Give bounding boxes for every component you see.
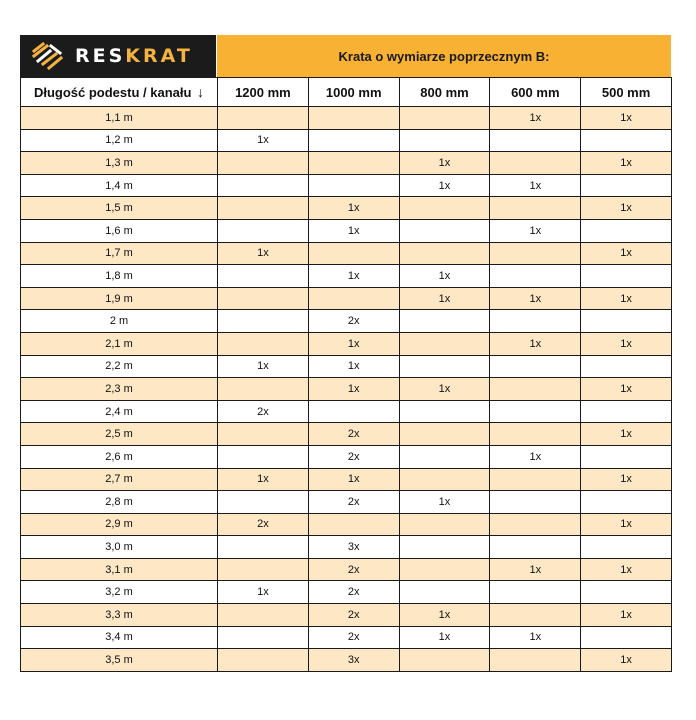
quantity-cell: 1x [308, 378, 399, 401]
quantity-cell [399, 423, 490, 446]
quantity-cell: 2x [308, 581, 399, 604]
length-cell: 3,2 m [21, 581, 218, 604]
quantity-cell [490, 152, 581, 175]
quantity-cell [218, 310, 309, 333]
quantity-cell [218, 265, 309, 288]
quantity-cell [218, 152, 309, 175]
table-row [21, 468, 672, 491]
quantity-cell [399, 536, 490, 559]
quantity-cell: 1x [581, 197, 672, 220]
quantity-cell [490, 310, 581, 333]
quantity-cell: 1x [581, 649, 672, 672]
table-row [21, 581, 672, 604]
quantity-cell [399, 468, 490, 491]
quantity-cell [581, 310, 672, 333]
quantity-cell: 1x [399, 287, 490, 310]
brand-name-part2: KRAT [125, 45, 193, 67]
quantity-cell: 3x [308, 536, 399, 559]
quantity-cell [490, 242, 581, 265]
arrow-down-icon: ↓ [197, 83, 205, 100]
column-header-1200: 1200 mm [218, 78, 309, 107]
table-row [21, 265, 672, 288]
quantity-cell [218, 378, 309, 401]
length-cell: 2,9 m [21, 513, 218, 536]
quantity-cell: 1x [399, 626, 490, 649]
length-cell: 3,1 m [21, 558, 218, 581]
quantity-cell [218, 536, 309, 559]
quantity-cell: 1x [308, 468, 399, 491]
quantity-cell [218, 219, 309, 242]
quantity-cell: 2x [218, 513, 309, 536]
table-body [21, 107, 672, 672]
quantity-cell [399, 581, 490, 604]
quantity-cell: 2x [308, 491, 399, 514]
quantity-cell: 1x [581, 423, 672, 446]
length-cell: 1,9 m [21, 287, 218, 310]
length-cell: 1,7 m [21, 242, 218, 265]
quantity-cell [308, 152, 399, 175]
quantity-cell: 2x [308, 445, 399, 468]
quantity-cell [399, 445, 490, 468]
quantity-cell [308, 400, 399, 423]
quantity-cell: 1x [399, 378, 490, 401]
quantity-cell [490, 536, 581, 559]
column-header-length [21, 78, 218, 107]
quantity-cell [308, 107, 399, 130]
table-row [21, 129, 672, 152]
table-row [21, 491, 672, 514]
quantity-cell [218, 174, 309, 197]
quantity-cell: 1x [218, 468, 309, 491]
quantity-cell [581, 581, 672, 604]
quantity-cell [308, 129, 399, 152]
quantity-cell [218, 626, 309, 649]
quantity-cell [218, 107, 309, 130]
table-row [21, 310, 672, 333]
quantity-cell [399, 355, 490, 378]
length-cell: 3,4 m [21, 626, 218, 649]
length-cell: 3,5 m [21, 649, 218, 672]
table-row [21, 332, 672, 355]
quantity-cell [399, 513, 490, 536]
table-title: Krata o wymiarze poprzecznym B: [216, 35, 671, 77]
quantity-cell [308, 174, 399, 197]
quantity-cell [308, 242, 399, 265]
quantity-cell: 1x [490, 219, 581, 242]
quantity-cell [490, 513, 581, 536]
length-cell: 3,3 m [21, 604, 218, 627]
quantity-cell: 1x [399, 265, 490, 288]
column-header-1000: 1000 mm [308, 78, 399, 107]
quantity-cell [218, 445, 309, 468]
quantity-cell [581, 355, 672, 378]
column-header-600: 600 mm [490, 78, 581, 107]
quantity-cell [490, 197, 581, 220]
length-cell: 1,6 m [21, 219, 218, 242]
table-row [21, 513, 672, 536]
length-cell: 2,1 m [21, 332, 218, 355]
quantity-cell: 2x [308, 558, 399, 581]
quantity-cell [581, 265, 672, 288]
quantity-cell [490, 468, 581, 491]
length-cell: 2,5 m [21, 423, 218, 446]
table-row [21, 536, 672, 559]
quantity-cell [218, 604, 309, 627]
quantity-cell: 1x [581, 513, 672, 536]
quantity-cell [218, 287, 309, 310]
quantity-cell: 2x [308, 604, 399, 627]
quantity-cell: 1x [218, 355, 309, 378]
quantity-cell: 1x [308, 197, 399, 220]
quantity-cell: 1x [308, 219, 399, 242]
quantity-cell: 1x [308, 265, 399, 288]
quantity-cell: 1x [581, 107, 672, 130]
table-row [21, 152, 672, 175]
quantity-cell: 1x [399, 174, 490, 197]
quantity-cell: 1x [490, 107, 581, 130]
quantity-cell: 1x [218, 581, 309, 604]
grating-size-table [20, 35, 671, 672]
table-row [21, 355, 672, 378]
quantity-cell [399, 219, 490, 242]
length-cell: 2,2 m [21, 355, 218, 378]
quantity-cell: 3x [308, 649, 399, 672]
quantity-cell: 2x [308, 310, 399, 333]
table-row [21, 626, 672, 649]
table-row [21, 219, 672, 242]
table-row [21, 649, 672, 672]
quantity-cell: 1x [581, 287, 672, 310]
length-cell: 1,4 m [21, 174, 218, 197]
quantity-cell [399, 129, 490, 152]
quantity-cell [308, 287, 399, 310]
length-cell: 2,4 m [21, 400, 218, 423]
length-cell: 2,6 m [21, 445, 218, 468]
quantity-cell [399, 197, 490, 220]
quantity-cell [218, 558, 309, 581]
quantity-cell: 1x [581, 604, 672, 627]
length-cell: 2,8 m [21, 491, 218, 514]
quantity-cell [490, 355, 581, 378]
quantity-cell: 1x [490, 332, 581, 355]
table-row [21, 242, 672, 265]
quantity-cell [581, 219, 672, 242]
length-cell: 1,8 m [21, 265, 218, 288]
grating-table [20, 77, 672, 672]
brand-name-part1: RES [75, 45, 126, 67]
length-cell: 2,3 m [21, 378, 218, 401]
quantity-cell: 1x [490, 626, 581, 649]
length-cell: 1,5 m [21, 197, 218, 220]
length-cell: 2,7 m [21, 468, 218, 491]
quantity-cell: 1x [308, 332, 399, 355]
quantity-cell [490, 604, 581, 627]
length-cell: 1,2 m [21, 129, 218, 152]
quantity-cell: 1x [581, 242, 672, 265]
column-header-row [21, 78, 672, 107]
brand-name [75, 45, 193, 67]
quantity-cell: 1x [581, 332, 672, 355]
quantity-cell: 1x [399, 491, 490, 514]
column-header-800: 800 mm [399, 78, 490, 107]
quantity-cell: 1x [581, 152, 672, 175]
table-row [21, 558, 672, 581]
quantity-cell [399, 332, 490, 355]
quantity-cell [490, 129, 581, 152]
quantity-cell: 1x [218, 129, 309, 152]
quantity-cell: 1x [581, 558, 672, 581]
quantity-cell: 2x [218, 400, 309, 423]
quantity-cell: 1x [490, 558, 581, 581]
quantity-cell [581, 536, 672, 559]
quantity-cell [581, 400, 672, 423]
table-row [21, 423, 672, 446]
quantity-cell [399, 649, 490, 672]
quantity-cell [399, 242, 490, 265]
table-row [21, 107, 672, 130]
quantity-cell [490, 265, 581, 288]
quantity-cell [218, 332, 309, 355]
quantity-cell: 1x [218, 242, 309, 265]
reskrat-logo-icon [30, 42, 66, 70]
quantity-cell [308, 513, 399, 536]
table-row [21, 287, 672, 310]
quantity-cell [218, 423, 309, 446]
quantity-cell: 1x [581, 468, 672, 491]
quantity-cell [490, 491, 581, 514]
brand-logo [20, 35, 216, 77]
quantity-cell [399, 558, 490, 581]
quantity-cell: 1x [581, 378, 672, 401]
length-cell: 1,3 m [21, 152, 218, 175]
length-cell: 3,0 m [21, 536, 218, 559]
quantity-cell [581, 174, 672, 197]
table-row [21, 197, 672, 220]
quantity-cell [490, 378, 581, 401]
column-header-500: 500 mm [581, 78, 672, 107]
quantity-cell [581, 129, 672, 152]
quantity-cell: 1x [490, 174, 581, 197]
quantity-cell [399, 107, 490, 130]
quantity-cell: 1x [399, 152, 490, 175]
quantity-cell [218, 197, 309, 220]
quantity-cell: 1x [490, 287, 581, 310]
length-cell: 2 m [21, 310, 218, 333]
quantity-cell [581, 491, 672, 514]
quantity-cell: 1x [399, 604, 490, 627]
quantity-cell: 2x [308, 626, 399, 649]
quantity-cell [581, 626, 672, 649]
table-row [21, 378, 672, 401]
quantity-cell [218, 491, 309, 514]
table-row [21, 445, 672, 468]
quantity-cell [399, 400, 490, 423]
quantity-cell [490, 423, 581, 446]
quantity-cell [399, 310, 490, 333]
table-row [21, 174, 672, 197]
quantity-cell [218, 649, 309, 672]
table-row [21, 400, 672, 423]
quantity-cell: 2x [308, 423, 399, 446]
quantity-cell [490, 400, 581, 423]
quantity-cell [490, 649, 581, 672]
quantity-cell [490, 581, 581, 604]
table-row [21, 604, 672, 627]
column-header-length-label: Długość podestu / kanału [33, 84, 192, 100]
table-header-banner [20, 35, 671, 77]
quantity-cell: 1x [490, 445, 581, 468]
quantity-cell: 1x [308, 355, 399, 378]
quantity-cell [581, 445, 672, 468]
length-cell: 1,1 m [21, 107, 218, 130]
